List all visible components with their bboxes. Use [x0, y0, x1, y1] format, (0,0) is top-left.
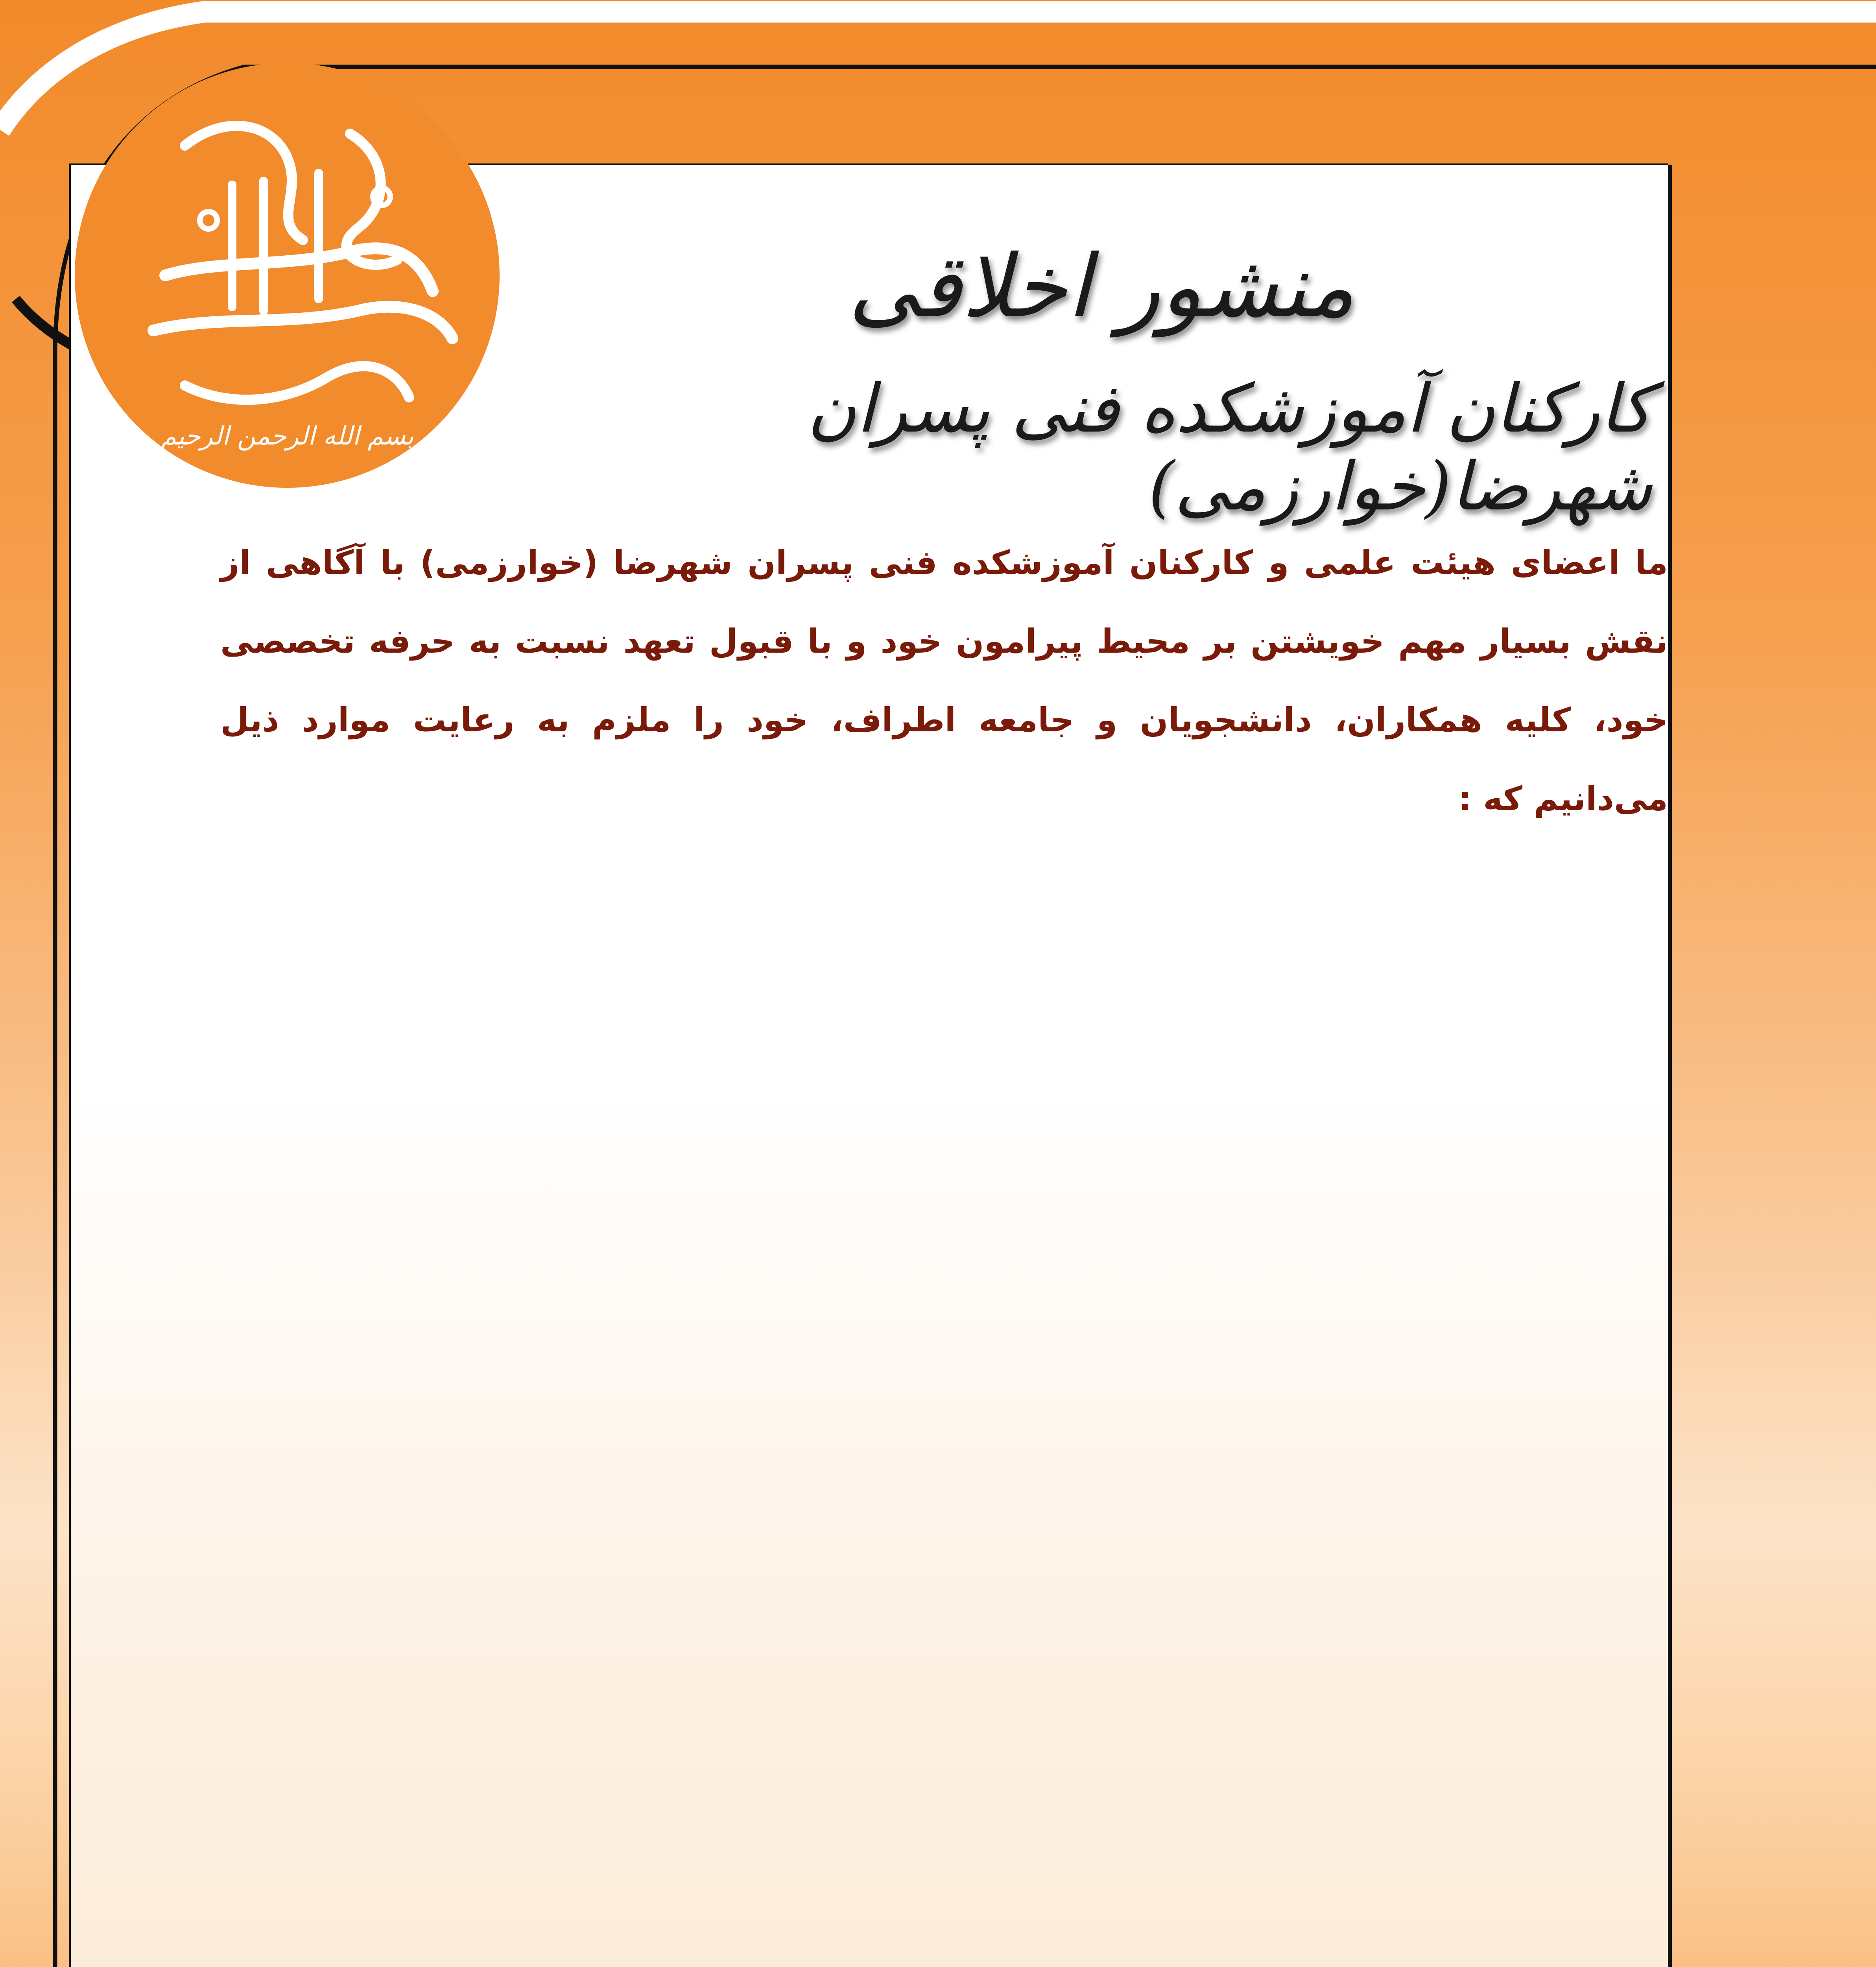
right-border-line	[1668, 165, 1672, 1967]
logo-calligraphy: بسم الله الرحمن الرحیم	[160, 422, 414, 451]
intro-paragraph: ما اعضای هیئت علمی و کارکنان آموزشکده فنی پسران شهرضا (خوارزمی) با آگاهی از نقش بسیار مهم خویشتن بر محیط پیرامون خود و با قبول تعهد نسبت به حرفه تخصصی خود، کلیه همکاران، دانشجویان و جامعه اطراف، خود را ملزم به رعایت موارد ذیل می‌دانیم که :	[220, 543, 1668, 818]
page-title: منشور اخلاقی	[848, 236, 1355, 337]
page-subtitle: کارکنان آموزشکده فنی پسران شهرضا(خوارزمی)	[807, 370, 1652, 526]
bismillah-logo	[67, 55, 519, 507]
